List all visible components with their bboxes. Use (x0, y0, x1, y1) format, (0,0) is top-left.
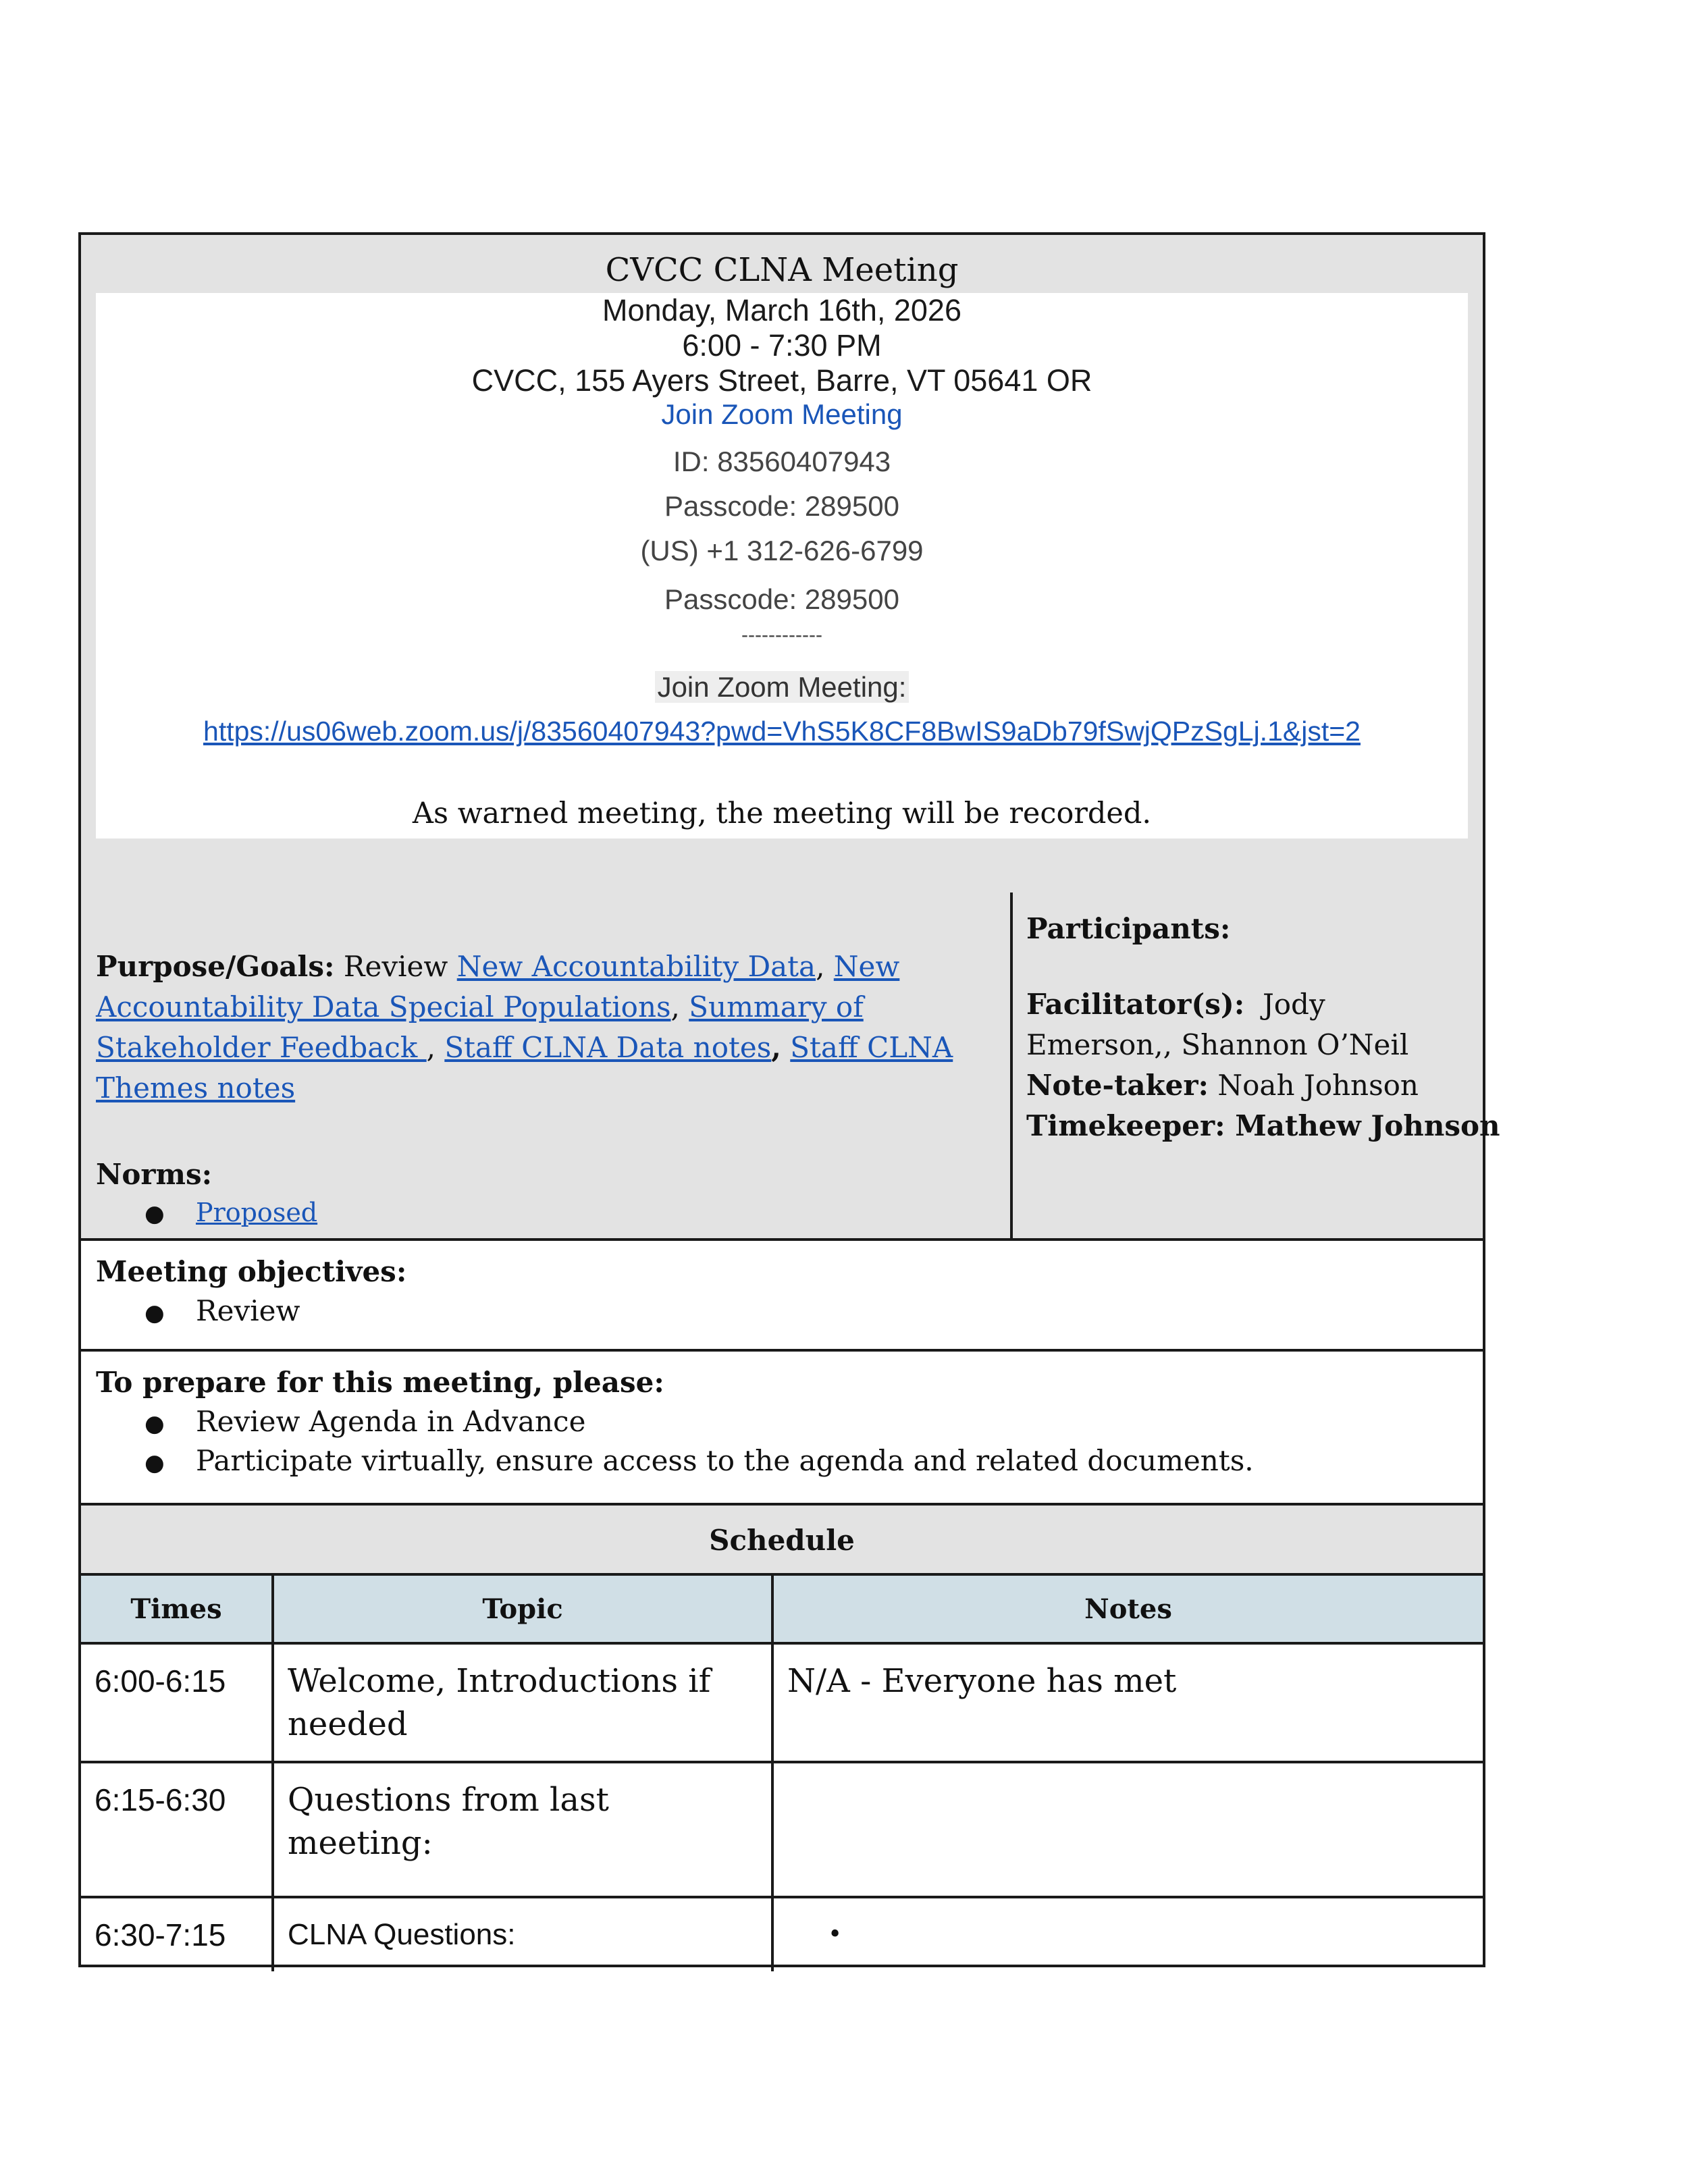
table-row (81, 1762, 1483, 1897)
zoom-phone: (US) +1 312-626-6799 (640, 535, 924, 566)
notetaker-label: Note-taker: (1026, 1069, 1209, 1102)
participants-label: Participants: (1026, 912, 1231, 945)
norms-label: Norms: (96, 1158, 213, 1191)
prepare-row (81, 1352, 1483, 1506)
link-staff-clna-themes-notes[interactable]: Staff CLNA Themes notes (96, 1031, 953, 1104)
bullet-icon: ● (144, 1200, 165, 1227)
bullet-icon: ● (144, 1410, 165, 1437)
zoom-url-link[interactable]: https://us06web.zoom.us/j/83560407943?pwd=VhS5K8CF8BwIS9aDb79fSwjQPzSgLj.1&jst=2 (203, 716, 1361, 747)
facilitator-label: Facilitator(s): (1026, 988, 1245, 1021)
meeting-title: CVCC CLNA Meeting (605, 251, 959, 289)
objectives-list-item (96, 1291, 300, 1333)
agenda-table (78, 232, 1500, 1967)
meeting-time: 6:00 - 7:30 PM (682, 328, 882, 363)
notes-cell (774, 1763, 1483, 1778)
facilitator (1026, 984, 1472, 1065)
timekeeper-label: Timekeeper: (1026, 1109, 1225, 1142)
zoom-phone-passcode: Passcode: 289500 (664, 583, 899, 615)
time-cell: 6:15-6:30 (95, 1782, 226, 1817)
participants-cell (1013, 893, 1500, 1238)
purpose-intro: Review (343, 950, 448, 983)
join-zoom-link[interactable]: Join Zoom Meeting (661, 398, 903, 430)
prepare-list-item (96, 1441, 1254, 1483)
link-special-populations[interactable]: New Accountability Data Special Populations (96, 950, 900, 1023)
notetaker-value: Noah Johnson (1217, 1069, 1419, 1102)
schedule-table (81, 1576, 1483, 1971)
facilitator-value: Jody Emerson,, Shannon O’Neil (1026, 988, 1409, 1061)
schedule-header-row (81, 1576, 1483, 1643)
join-zoom-label: Join Zoom Meeting: (655, 671, 909, 703)
objectives-row (81, 1241, 1483, 1352)
column-header-notes: Notes (772, 1576, 1483, 1643)
column-header-times: Times (81, 1576, 273, 1643)
meeting-location: CVCC, 155 Ayers Street, Barre, VT 05641 OR (471, 363, 1092, 398)
link-staff-clna-data-notes[interactable]: Staff CLNA Data notes (444, 1031, 772, 1064)
prepare-label: To prepare for this meeting, please: (96, 1366, 664, 1399)
link-proposed-norms[interactable]: Proposed (196, 1198, 318, 1227)
time-cell: 6:00-6:15 (95, 1663, 226, 1699)
zoom-meeting-id: ID: 83560407943 (672, 446, 891, 477)
norms-list-item (96, 1192, 317, 1234)
objectives-label: Meeting objectives: (96, 1255, 407, 1288)
note-taker (1026, 1065, 1472, 1106)
zoom-passcode: Passcode: 289500 (664, 490, 899, 522)
table-row (81, 1643, 1483, 1762)
timekeeper-value: Mathew Johnson (1235, 1109, 1500, 1142)
purpose-row (81, 893, 1500, 1241)
notes-cell: N/A - Everyone has met (787, 1662, 1177, 1700)
topic-cell: Questions from last meeting: (288, 1781, 609, 1862)
column-header-topic: Topic (273, 1576, 772, 1643)
separator-line: ------------ (741, 624, 822, 646)
bullet-icon: ● (144, 1449, 165, 1476)
meeting-details (96, 293, 1468, 838)
meeting-date: Monday, March 16th, 2026 (602, 293, 961, 327)
purpose-label: Purpose/Goals: (96, 950, 335, 983)
prepare-text: Participate virtually, ensure access to the agenda and related documents. (196, 1444, 1254, 1477)
topic-cell: CLNA Questions: (288, 1918, 516, 1951)
topic-cell: Welcome, Introductions if needed (288, 1662, 711, 1743)
objective-text: Review (196, 1294, 300, 1327)
notes-bullet: • (828, 1921, 843, 1948)
prepare-text: Review Agenda in Advance (196, 1405, 586, 1438)
bullet-icon: ● (144, 1300, 165, 1327)
schedule-title: Schedule (709, 1524, 855, 1557)
purpose-cell (81, 893, 1013, 1238)
link-new-accountability-data[interactable]: New Accountability Data (456, 950, 816, 983)
time-cell: 6:30-7:15 (95, 1917, 226, 1952)
timekeeper (1026, 1106, 1500, 1146)
table-row (81, 1897, 1483, 1971)
schedule-title-row (81, 1506, 1483, 1576)
meeting-header (81, 235, 1483, 895)
prepare-list-item (96, 1402, 585, 1444)
link-stakeholder-feedback[interactable]: Summary of Stakeholder Feedback (96, 990, 864, 1064)
purpose-goals: Purpose/Goals: Review New Accountability Data, New Accountability Data Special Populations, Summary of Stakeholder Feedback , Staff CLNA Data notes, Staff CLNA Themes notes (96, 950, 953, 1104)
recording-notice: As warned meeting, the meeting will be recorded. (412, 797, 1152, 830)
